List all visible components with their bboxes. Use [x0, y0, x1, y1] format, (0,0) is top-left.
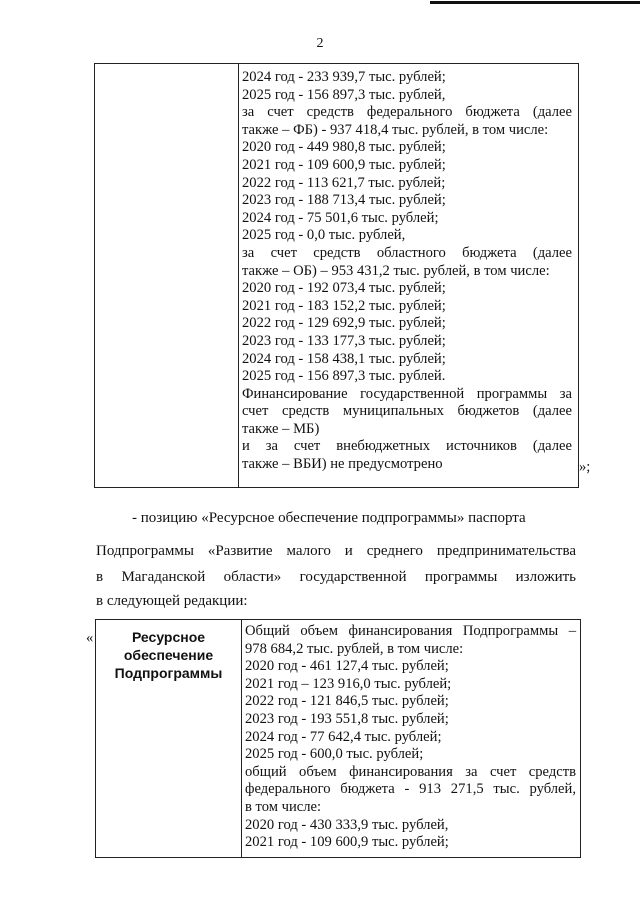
funding-line: Общий объем финансирования Подпрограммы – — [245, 623, 576, 639]
funding-details-cell — [245, 623, 576, 852]
paragraph-line: - позицию «Ресурсное обеспечение подпрограммы» паспорта — [132, 510, 526, 526]
funding-line: 2022 год - 121 846,5 тыс. рублей; — [245, 693, 449, 710]
paragraph-line: в Магаданской области» государственной программы изложить — [96, 569, 576, 585]
funding-line: 2020 год - 430 333,9 тыс. рублей, — [245, 816, 449, 833]
table-column-divider — [238, 64, 239, 487]
funding-line: 2025 год - 0,0 тыс. рублей, — [242, 227, 406, 244]
funding-line: 2025 год - 600,0 тыс. рублей; — [245, 746, 424, 763]
funding-line: и за счет внебюджетных источников (далее — [242, 438, 572, 455]
funding-line: 2022 год - 129 692,9 тыс. рублей; — [242, 315, 446, 332]
funding-line: также – ОБ) – 953 431,2 тыс. рублей, в том числе: — [242, 262, 550, 279]
funding-line: 2022 год - 113 621,7 тыс. рублей; — [242, 174, 446, 191]
page-number: 2 — [316, 36, 324, 51]
paragraph-line: в следующей редакции: — [96, 593, 248, 609]
top-edge-mark — [430, 1, 640, 4]
funding-line: 2024 год - 77 642,4 тыс. рублей; — [245, 728, 442, 745]
funding-line: федерального бюджета - 913 271,5 тыс. рублей, — [245, 781, 576, 798]
funding-line: 2023 год - 133 177,3 тыс. рублей; — [242, 332, 446, 349]
funding-details-cell — [242, 69, 572, 474]
funding-line: 2024 год - 233 939,7 тыс. рублей; — [242, 69, 446, 85]
funding-table-continued — [94, 63, 579, 488]
funding-line: Финансирование государственной программы за — [242, 385, 572, 402]
funding-line: за счет средств федерального бюджета (далее — [242, 104, 572, 121]
funding-line: общий объем финансирования за счет средств — [245, 763, 576, 780]
row-label-line: Ресурсное — [131, 629, 206, 645]
funding-line: также – МБ) — [242, 420, 320, 437]
funding-line: 2023 год - 193 551,8 тыс. рублей; — [245, 710, 449, 727]
funding-line: 2020 год - 449 980,8 тыс. рублей; — [242, 139, 446, 156]
funding-line: в том числе: — [245, 798, 322, 815]
funding-line: 2024 год - 75 501,6 тыс. рублей; — [242, 209, 439, 226]
row-label-line: Подпрограммы — [114, 665, 223, 681]
funding-line: 2023 год - 188 713,4 тыс. рублей; — [242, 192, 446, 209]
closing-quote: »; — [579, 459, 591, 475]
funding-line: 2020 год - 192 073,4 тыс. рублей; — [242, 280, 446, 297]
funding-line: 2021 год – 123 916,0 тыс. рублей; — [245, 675, 452, 692]
resource-support-table — [95, 619, 581, 858]
funding-line: 978 684,2 тыс. рублей, в том числе: — [245, 640, 464, 657]
row-label-line: обеспечение — [123, 647, 214, 663]
funding-line: 2021 год - 109 600,9 тыс. рублей; — [242, 156, 446, 173]
funding-line: 2025 год - 156 897,3 тыс. рублей. — [242, 368, 446, 385]
opening-quote: « — [86, 630, 94, 646]
funding-line: 2024 год - 158 438,1 тыс. рублей; — [242, 350, 446, 367]
funding-line: за счет средств областного бюджета (далее — [242, 244, 572, 261]
table-column-divider — [241, 620, 242, 857]
funding-line: 2025 год - 156 897,3 тыс. рублей, — [242, 86, 446, 103]
funding-line: 2020 год - 461 127,4 тыс. рублей; — [245, 658, 449, 675]
row-label-resource-support — [96, 628, 241, 682]
funding-line: также – ВБИ) не предусмотрено — [242, 456, 443, 473]
funding-line: 2021 год - 183 152,2 тыс. рублей; — [242, 297, 446, 314]
paragraph-line: Подпрограммы «Развитие малого и среднего предпринимательства — [96, 543, 576, 559]
funding-line: счет средств муниципальных бюджетов (далее — [242, 403, 572, 420]
funding-line: 2021 год - 109 600,9 тыс. рублей; — [245, 834, 449, 851]
funding-line: также – ФБ) - 937 418,4 тыс. рублей, в том числе: — [242, 121, 549, 138]
